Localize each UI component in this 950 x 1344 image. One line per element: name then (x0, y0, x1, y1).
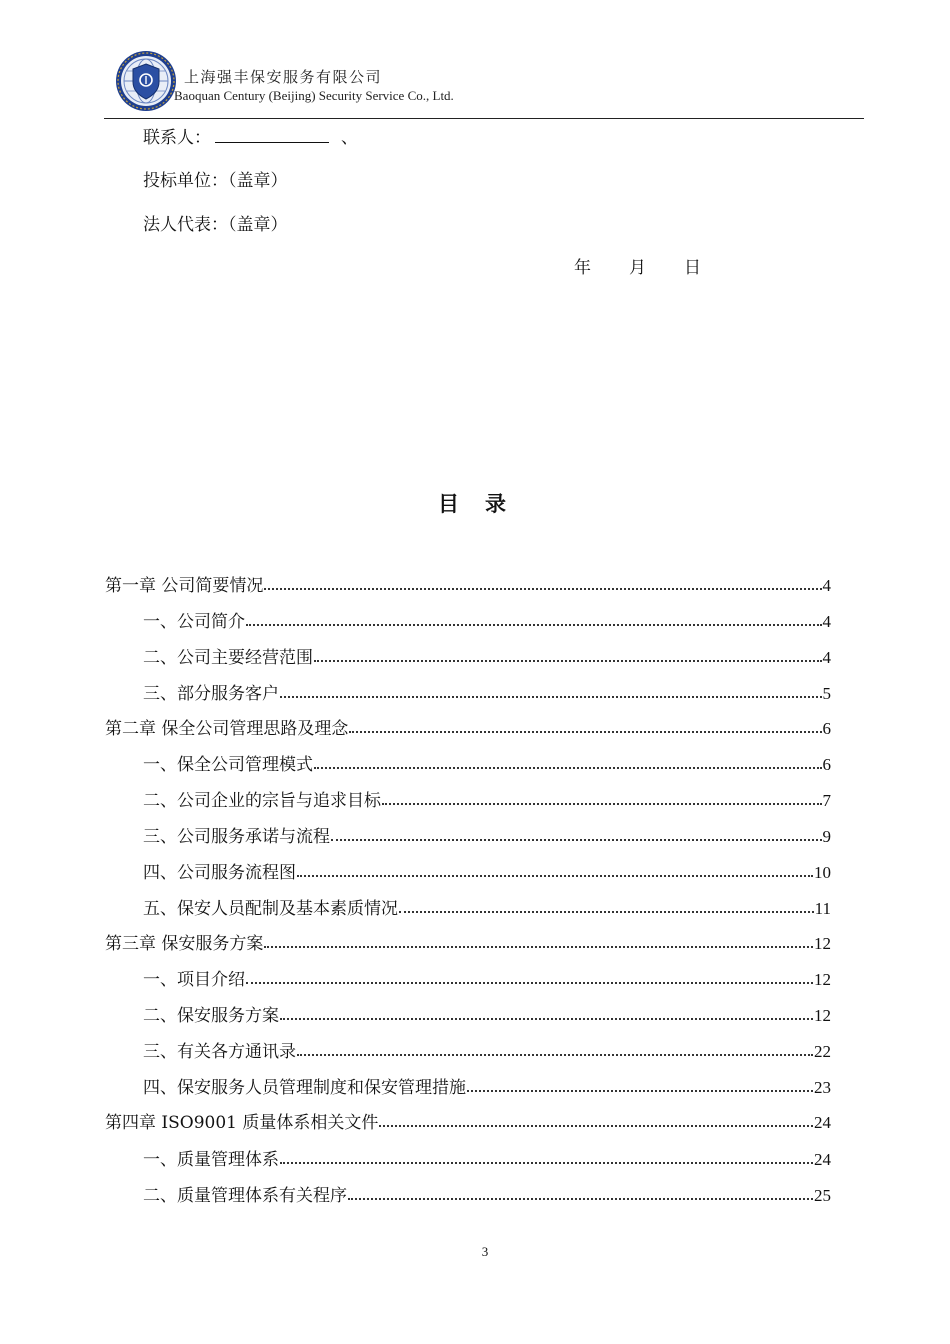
header-divider (104, 118, 864, 119)
toc-entry-page: 10 (814, 863, 831, 882)
toc-entry-page: 4 (822, 576, 831, 595)
toc-dot-leader (297, 875, 813, 877)
toc-section-entry (143, 1070, 831, 1098)
toc-entry-label: 第一章 公司简要情况 (105, 576, 264, 596)
toc-section-entry (143, 819, 831, 847)
toc-section-entry (143, 783, 831, 811)
toc-section-entry (143, 891, 831, 919)
toc-dot-leader (348, 1198, 813, 1200)
shield-globe-logo-icon (115, 50, 177, 112)
toc-chapter-entry (105, 711, 831, 739)
toc-entry-label: 二、公司企业的宗旨与追求目标 (143, 791, 381, 811)
toc-dot-leader (297, 1054, 813, 1056)
toc-section-entry (143, 676, 831, 704)
toc-dot-leader (349, 731, 821, 733)
toc-chapter-entry (105, 926, 831, 954)
toc-dot-leader (314, 767, 822, 769)
toc-entry-label: 一、质量管理体系 (143, 1150, 279, 1170)
toc-section-entry (143, 998, 831, 1026)
toc-dot-leader (246, 982, 813, 984)
toc-section-entry (143, 962, 831, 990)
toc-entry-page: 22 (814, 1042, 831, 1061)
toc-dot-leader (264, 946, 813, 948)
toc-entry-label: 第四章 ISO9001 质量体系相关文件 (105, 1113, 379, 1133)
contact-suffix: 、 (341, 128, 358, 148)
toc-chapter-entry (105, 1105, 831, 1133)
bidder-field: 投标单位：（盖章） (143, 171, 288, 191)
toc-entry-page: 24 (814, 1150, 831, 1169)
toc-entry-label: 五、保安人员配制及基本素质情况 (143, 899, 398, 919)
toc-entry-label: 一、公司简介 (143, 612, 245, 632)
toc-section-entry (143, 604, 831, 632)
toc-section-entry (143, 1142, 831, 1170)
toc-dot-leader (382, 803, 822, 805)
toc-chapter-entry (105, 568, 831, 596)
toc-entry-page: 6 (822, 755, 831, 774)
toc-entry-page: 12 (814, 1006, 831, 1025)
toc-dot-leader (399, 911, 814, 913)
toc-entry-page: 25 (814, 1186, 831, 1205)
toc-entry-page: 24 (814, 1113, 831, 1132)
toc-entry-page: 4 (822, 648, 831, 667)
contact-field (143, 123, 358, 148)
toc-dot-leader (331, 839, 822, 841)
toc-title: 目录 (438, 491, 532, 516)
toc-dot-leader (246, 624, 822, 626)
company-name-en: Baoquan Century (Beijing) Security Service Co., Ltd. (174, 88, 454, 103)
toc-dot-leader (314, 660, 822, 662)
signature-date (574, 253, 739, 278)
toc-dot-leader (467, 1090, 813, 1092)
date-year: 年 (574, 258, 591, 278)
toc-section-entry (143, 640, 831, 668)
toc-entry-label: 三、部分服务客户 (143, 684, 279, 704)
toc-section-entry (143, 747, 831, 775)
company-name-cn: 上海强丰保安服务有限公司 (184, 68, 383, 86)
toc-entry-page: 23 (814, 1078, 831, 1097)
contact-blank-line (215, 128, 329, 143)
toc-dot-leader (264, 588, 821, 590)
toc-entry-label: 三、公司服务承诺与流程 (143, 827, 330, 847)
toc-entry-page: 6 (822, 719, 831, 738)
toc-entry-label: 三、有关各方通讯录 (143, 1042, 296, 1062)
toc-entry-label: 第三章 保安服务方案 (105, 934, 264, 954)
page-number: 3 (481, 1244, 489, 1259)
toc-entry-label: 第二章 保全公司管理思路及理念 (105, 719, 349, 739)
toc-entry-label: 一、项目介绍 (143, 970, 245, 990)
toc-entry-label: 四、保安服务人员管理制度和保安管理措施 (143, 1078, 466, 1098)
toc-entry-page: 12 (814, 934, 831, 953)
date-day: 日 (684, 258, 701, 278)
toc-dot-leader (280, 1162, 813, 1164)
toc-entry-page: 9 (822, 827, 831, 846)
toc-section-entry (143, 1034, 831, 1062)
toc-section-entry (143, 855, 831, 883)
toc-entry-label: 二、质量管理体系有关程序 (143, 1186, 347, 1206)
toc-section-entry (143, 1178, 831, 1206)
toc-entry-page: 12 (814, 970, 831, 989)
contact-label: 联系人： (143, 128, 211, 148)
page-header (0, 0, 950, 122)
date-month: 月 (629, 258, 646, 278)
toc-entry-page: 4 (822, 612, 831, 631)
legal-rep-field: 法人代表：（盖章） (143, 215, 288, 235)
toc-dot-leader (379, 1125, 813, 1127)
toc-dot-leader (280, 1018, 813, 1020)
toc-entry-page: 5 (822, 684, 831, 703)
toc-entry-page: 7 (822, 791, 831, 810)
toc-entry-label: 四、公司服务流程图 (143, 863, 296, 883)
toc-dot-leader (280, 696, 822, 698)
toc-entry-label: 二、公司主要经营范围 (143, 648, 313, 668)
toc-entry-page: 11 (814, 899, 831, 918)
toc-entry-label: 二、保安服务方案 (143, 1006, 279, 1026)
toc-entry-label: 一、保全公司管理模式 (143, 755, 313, 775)
